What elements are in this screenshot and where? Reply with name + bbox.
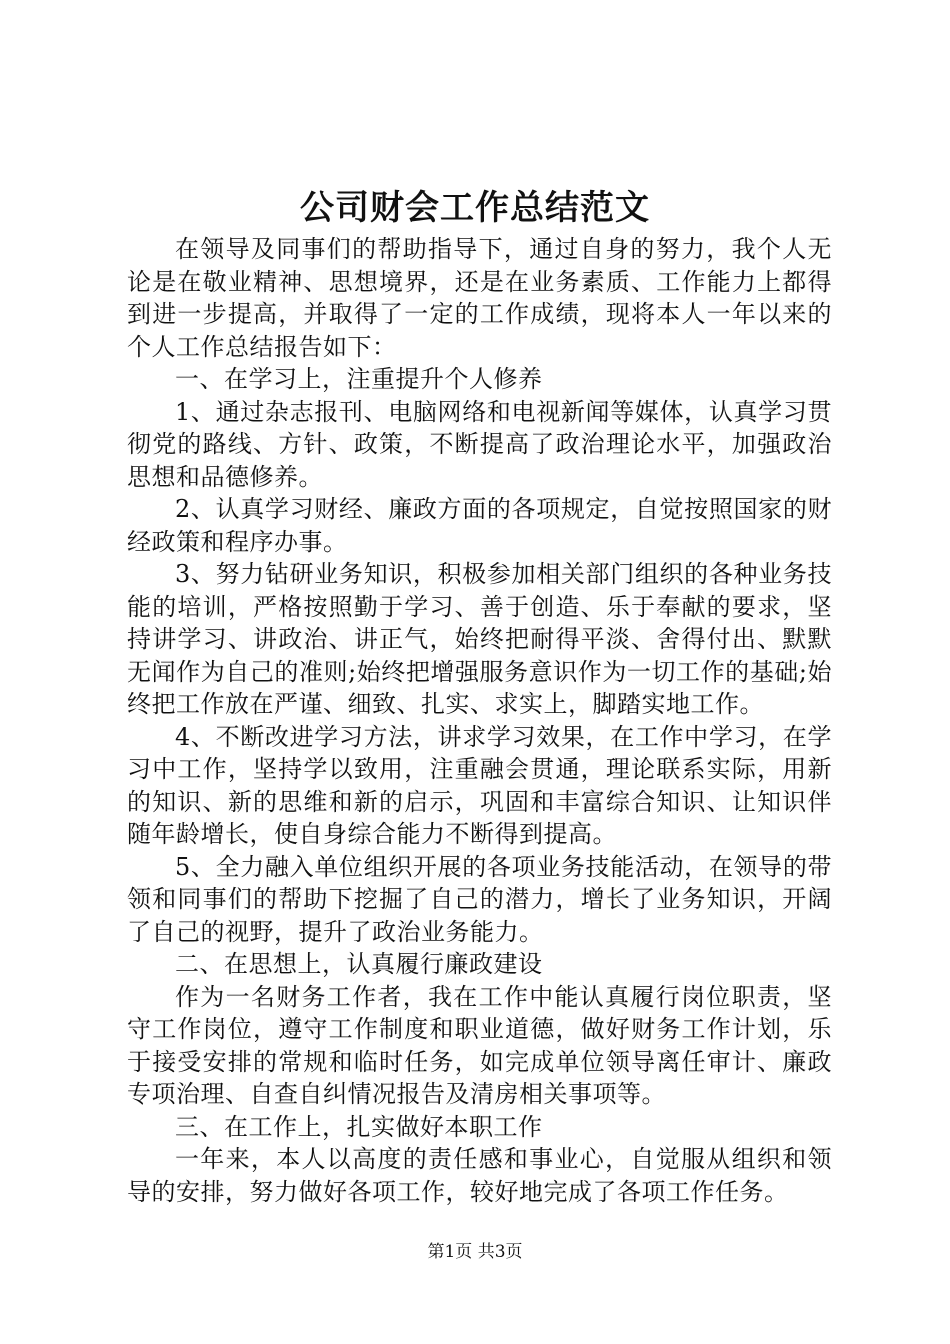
section-heading-1: 一、在学习上，注重提升个人修养 <box>175 365 543 393</box>
document-title: 公司财会工作总结范文 <box>300 188 650 228</box>
list-item-1: 1、通过杂志报刊、电脑网络和电视新闻等媒体，认真学习贯彻党的路线、方针、政策，不断提高了政治理论水平，加强政治思想和品德修养。 <box>127 397 832 491</box>
section-heading-3: 三、在工作上，扎实做好本职工作 <box>175 1112 543 1141</box>
list-item-3: 3、努力钻研业务知识，积极参加相关部门组织的各种业务技能的培训，严格按照勤于学习、善于创造、乐于奉献的要求，坚持讲学习、讲政治、讲正气，始终把耐得平淡、舍得付出、默默无闻作为自己的准则;始终把增强服务意识作为一切工作的基础;始终把工作放在严谨、细致、扎实、求实上，脚踏实地工作。 <box>127 560 832 718</box>
list-item-5: 5、全力融入单位组织开展的各项业务技能活动，在领导的带领和同事们的帮助下挖掘了自己的潜力，增长了业务知识，开阔了自己的视野，提升了政治业务能力。 <box>127 852 832 946</box>
document-body <box>127 233 832 1208</box>
page-number-footer: 第1页 共3页 <box>427 1242 523 1262</box>
section-3-paragraph: 一年来，本人以高度的责任感和事业心，自觉服从组织和领导的安排，努力做好各项工作，较好地完成了各项工作任务。 <box>127 1145 832 1206</box>
list-item-2: 2、认真学习财经、廉政方面的各项规定，自觉按照国家的财经政策和程序办事。 <box>127 495 832 556</box>
list-item-4: 4、不断改进学习方法，讲求学习效果，在工作中学习，在学习中工作，坚持学以致用，注重融会贯通，理论联系实际，用新的知识、新的思维和新的启示，巩固和丰富综合知识、让知识伴随年龄增长，使自身综合能力不断得到提高。 <box>127 722 832 848</box>
section-2-paragraph: 作为一名财务工作者，我在工作中能认真履行岗位职责，坚守工作岗位，遵守工作制度和职业道德，做好财务工作计划，乐于接受安排的常规和临时任务，如完成单位领导离任审计、廉政专项治理、自查自纠情况报告及清房相关事项等。 <box>127 982 832 1108</box>
section-heading-2: 二、在思想上，认真履行廉政建设 <box>175 950 543 978</box>
intro-paragraph: 在领导及同事们的帮助指导下，通过自身的努力，我个人无论是在敬业精神、思想境界，还是在业务素质、工作能力上都得到进一步提高，并取得了一定的工作成绩，现将本人一年以来的个人工作总结报告如下： <box>127 235 832 361</box>
